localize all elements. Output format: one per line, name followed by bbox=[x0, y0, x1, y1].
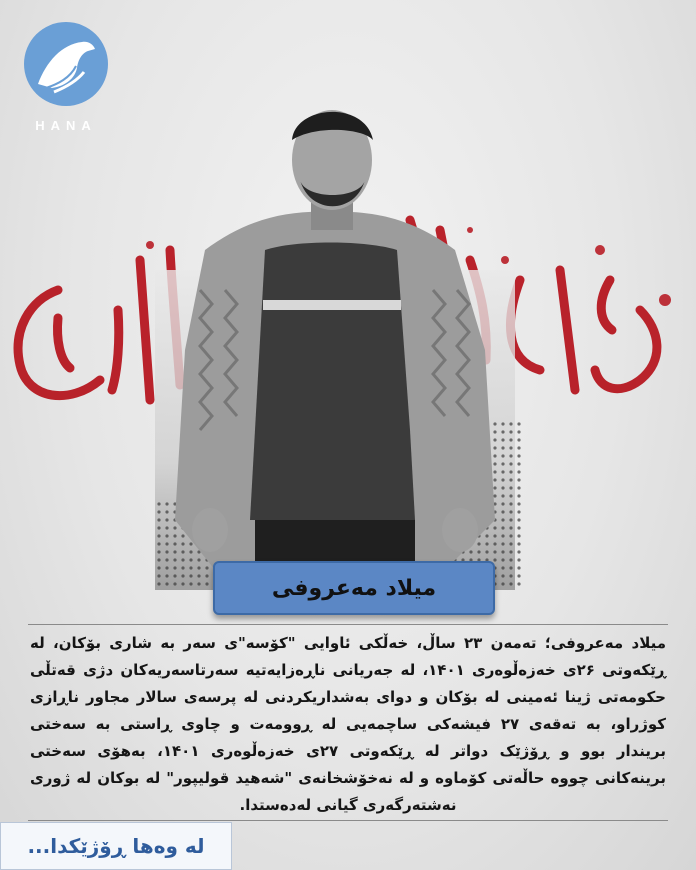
dove-icon bbox=[24, 22, 108, 106]
person-name: میلاد مەعروفی bbox=[271, 575, 437, 601]
portrait-photo bbox=[115, 100, 545, 590]
name-plate bbox=[213, 561, 495, 615]
logo-brand-text: HANA bbox=[35, 118, 97, 133]
footer-label: لە وەها ڕۆژێکدا... bbox=[27, 834, 205, 858]
article-body: میلاد مەعروفی؛ تەمەن ٢٣ ساڵ، خەڵکی ئاوایی "کۆسە"ی سەر بە شاری بۆکان، لە ڕێکەوتی ٢۶ی خەزەڵوەری ١۴٠١، لە جەریانی ناڕەزایەتیە سەرتاسەریەکان دژی قەتڵی حکومەتی ژینا ئەمینی لە بۆکان و دوای بەشداریکردنی لە پرسەی سالار مجاور ناڕازی کوژراو، بە تەقەی ٢٧ فیشەکی ساچمەیی لە ڕوومەت و چاوی ڕاستی بە سەختی بریندار بوو و ڕۆژێک دواتر لە ڕێکەوتی ٢٧ی خەزەڵوەری ١۴٠١، بەهۆی سەختی برینەکانی چووە حاڵەتی کۆماوە و لە نەخۆشخانەی "شەهید قولیپور" لە بوکان لە ژوری نەشتەرگەری گیانی لەدەستدا. bbox=[30, 634, 667, 814]
bottom-divider bbox=[28, 820, 668, 821]
logo-circle bbox=[24, 22, 108, 106]
footer-label-box bbox=[0, 822, 232, 870]
top-divider bbox=[28, 624, 668, 625]
hana-logo bbox=[20, 22, 112, 133]
